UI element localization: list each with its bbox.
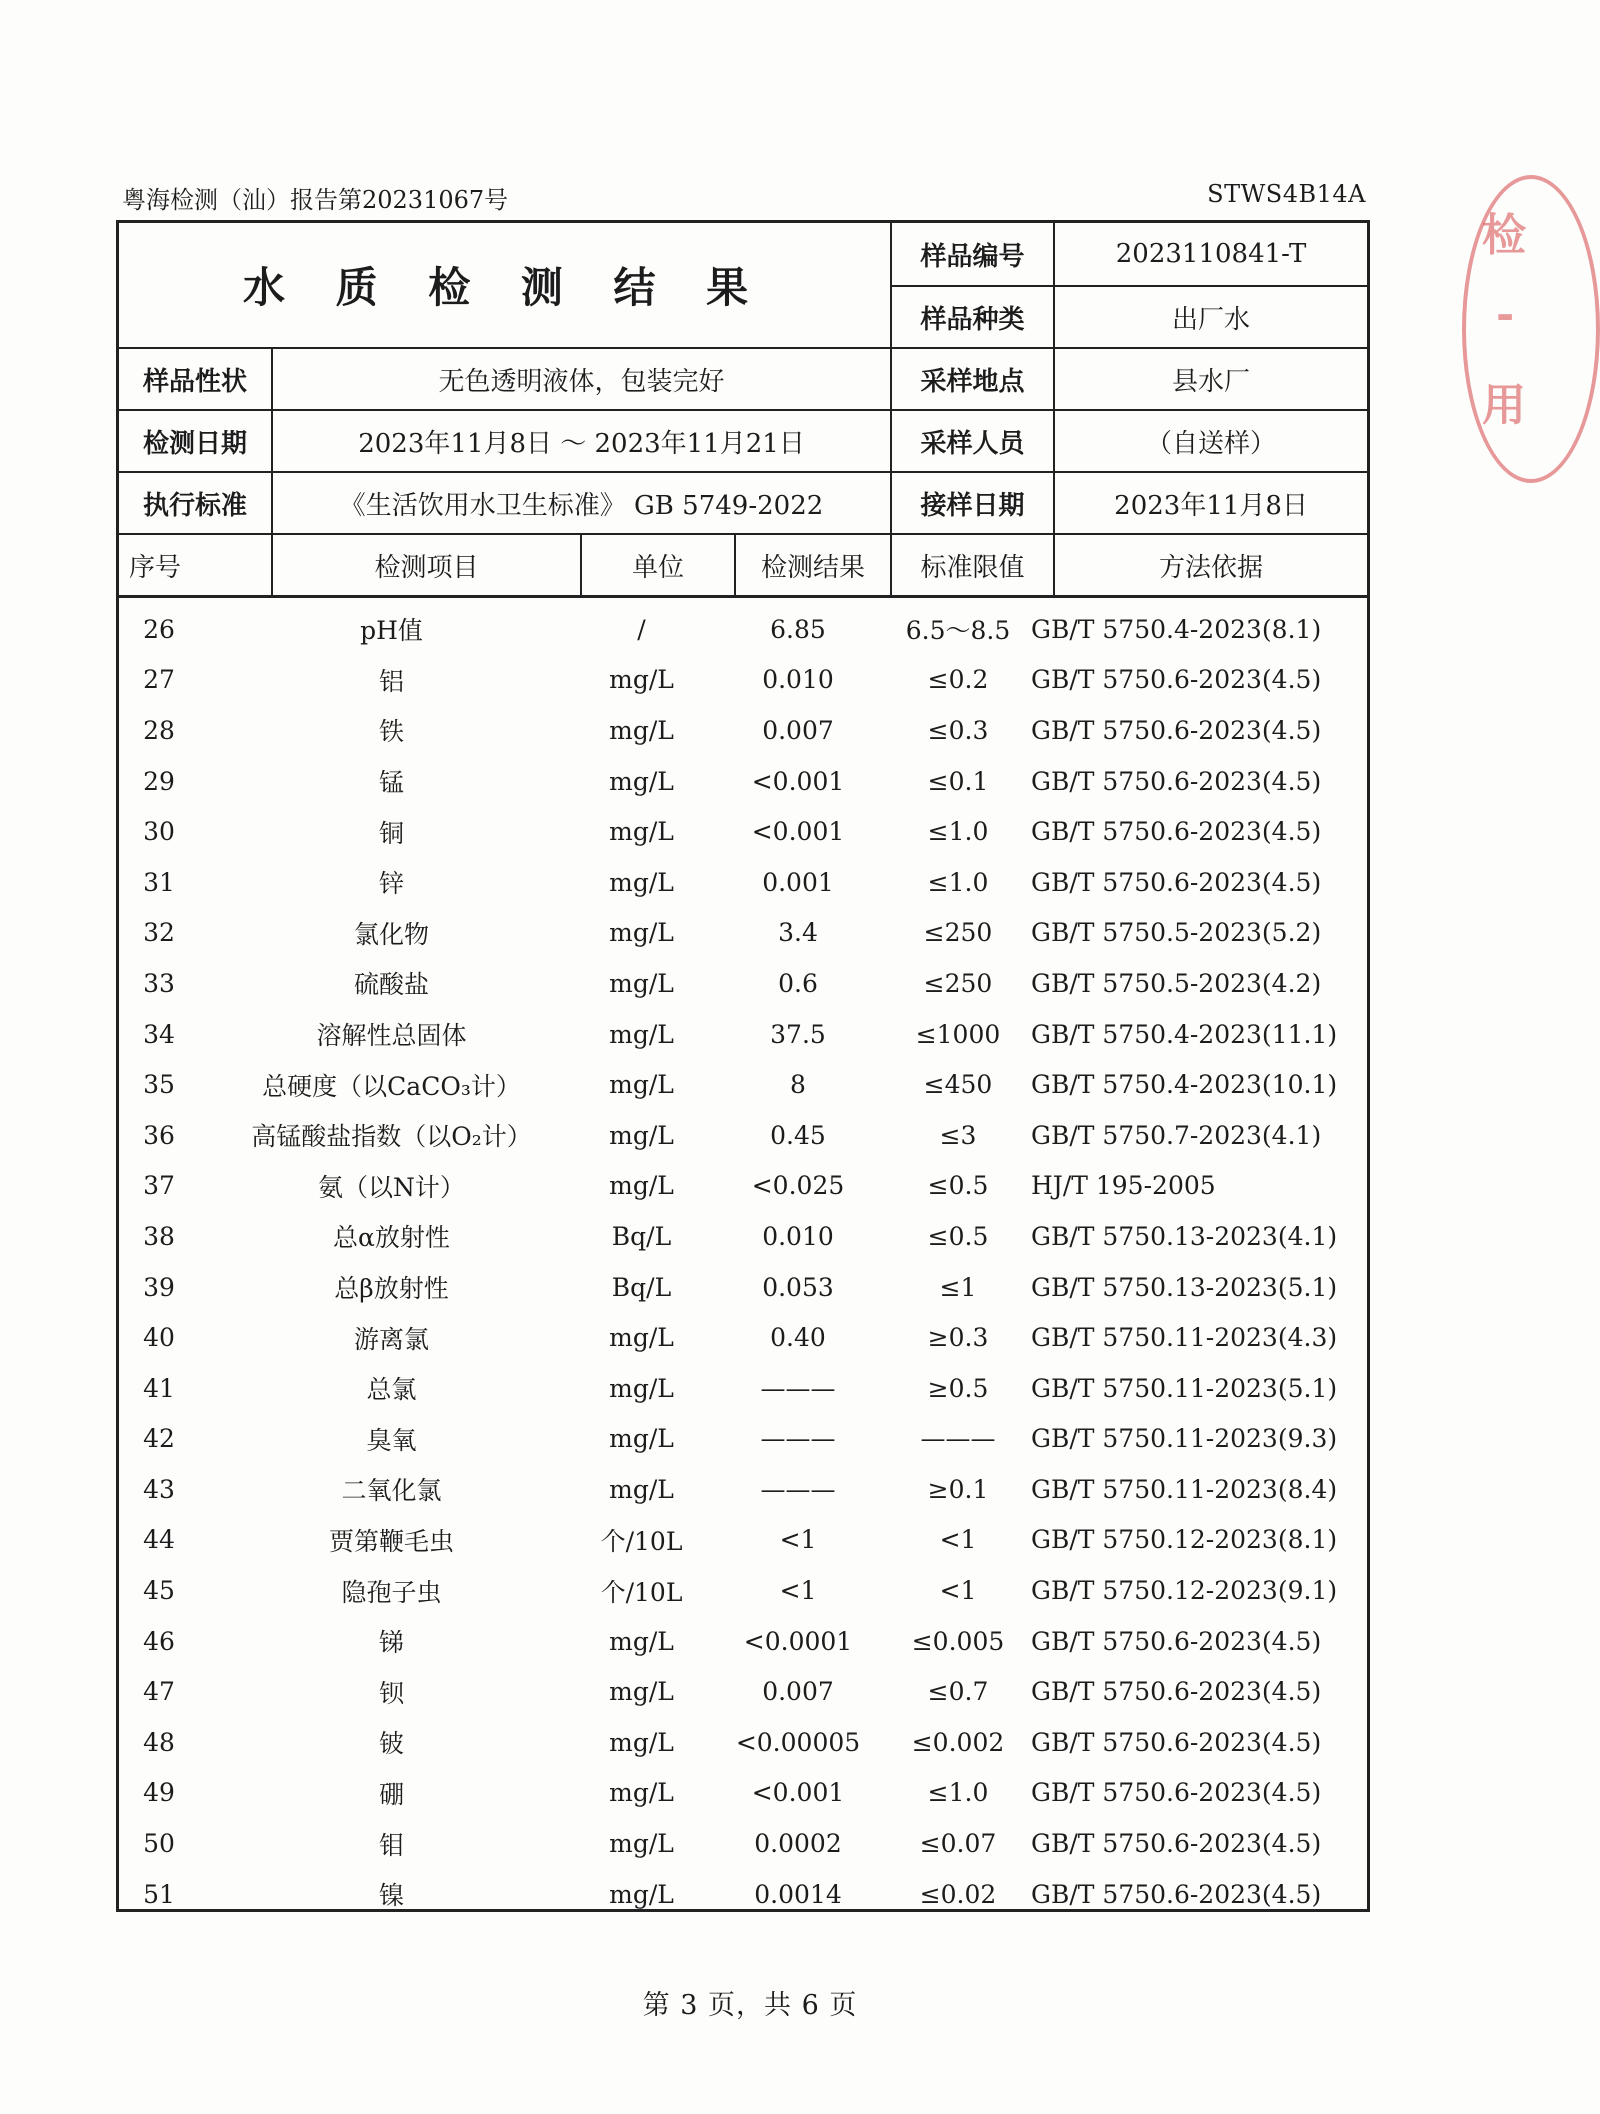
row-limit: ≥0.1 — [927, 1474, 989, 1504]
row-no: 51 — [143, 1879, 175, 1909]
table-row — [119, 806, 1367, 857]
row-no: 46 — [143, 1626, 175, 1656]
row-method: GB/T 5750.4-2023(11.1) — [1031, 1019, 1338, 1049]
table-row — [119, 1717, 1367, 1768]
row-no: 48 — [143, 1727, 175, 1757]
row-result: <0.001 — [751, 817, 845, 847]
row-item: 高锰酸盐指数（以O₂计） — [251, 1122, 532, 1152]
table-row — [119, 1009, 1367, 1060]
row-no: 44 — [143, 1525, 175, 1555]
row-no: 42 — [143, 1424, 175, 1454]
row-unit: 个/10L — [600, 1526, 683, 1556]
row-result: 0.45 — [770, 1120, 826, 1150]
table-row — [119, 1363, 1367, 1414]
row-method: GB/T 5750.11-2023(9.3) — [1031, 1424, 1338, 1454]
row-result: 0.6 — [778, 968, 818, 998]
row-limit: <1 — [939, 1525, 977, 1555]
table-row — [119, 1869, 1367, 1920]
table-row — [119, 1262, 1367, 1313]
row-limit: ≤0.3 — [927, 715, 989, 745]
row-method: GB/T 5750.13-2023(5.1) — [1031, 1272, 1338, 1302]
row-method: GB/T 5750.6-2023(4.5) — [1031, 1626, 1322, 1656]
row-item: 铜 — [378, 818, 404, 848]
row-unit: mg/L — [609, 867, 674, 897]
row-item: 氨（以N计） — [318, 1172, 465, 1202]
sampling-site-label: 采样地点 — [891, 348, 1054, 410]
row-method: GB/T 5750.6-2023(4.5) — [1031, 1829, 1322, 1859]
row-item: 硫酸盐 — [353, 970, 429, 1000]
row-item: 游离氯 — [353, 1324, 429, 1354]
row-no: 26 — [143, 614, 175, 644]
row-method: GB/T 5750.6-2023(4.5) — [1031, 817, 1322, 847]
row-unit: mg/L — [609, 1373, 674, 1403]
row-no: 29 — [143, 766, 175, 796]
results-table — [119, 598, 1367, 1919]
row-item: 贾第鞭毛虫 — [328, 1526, 454, 1556]
info-table — [119, 223, 1367, 598]
row-unit: mg/L — [609, 1171, 674, 1201]
row-no: 31 — [143, 867, 175, 897]
row-item: 铁 — [378, 717, 404, 747]
column-header-no: 序号 — [119, 534, 272, 597]
table-row — [119, 1666, 1367, 1717]
row-unit: mg/L — [609, 1424, 674, 1454]
row-no: 50 — [143, 1829, 175, 1859]
row-method: GB/T 5750.6-2023(4.5) — [1031, 1778, 1322, 1808]
row-result: 0.010 — [762, 665, 834, 695]
sampler-label: 采样人员 — [891, 410, 1054, 472]
table-row — [119, 598, 1367, 655]
row-result: 0.007 — [762, 1677, 834, 1707]
row-item: 锌 — [378, 869, 404, 899]
row-item: pH值 — [360, 616, 423, 646]
row-no: 41 — [143, 1373, 175, 1403]
row-result: <0.001 — [751, 1778, 845, 1808]
table-row — [119, 705, 1367, 756]
table-row — [119, 958, 1367, 1009]
table-row — [119, 655, 1367, 706]
row-item: 钡 — [378, 1678, 404, 1708]
row-method: GB/T 5750.4-2023(10.1) — [1031, 1070, 1338, 1100]
row-method: GB/T 5750.11-2023(4.3) — [1031, 1323, 1338, 1353]
column-header-row — [119, 534, 1367, 597]
row-limit: ≥0.3 — [927, 1323, 989, 1353]
row-item: 铍 — [378, 1729, 404, 1759]
row-unit: mg/L — [609, 968, 674, 998]
receive-date-label: 接样日期 — [891, 472, 1054, 534]
row-no: 27 — [143, 665, 175, 695]
row-limit: ≤1 — [939, 1272, 977, 1302]
table-row — [119, 1768, 1367, 1819]
row-unit: Bq/L — [611, 1272, 672, 1302]
sample-state-label: 样品性状 — [119, 348, 272, 410]
row-unit: mg/L — [609, 1070, 674, 1100]
row-limit: <1 — [939, 1576, 977, 1606]
stamp-fragment: - — [1496, 289, 1515, 340]
row-method: GB/T 5750.11-2023(5.1) — [1031, 1373, 1338, 1403]
row-limit: ≤0.2 — [927, 665, 989, 695]
row-no: 37 — [143, 1171, 175, 1201]
row-item: 总β放射性 — [334, 1274, 449, 1304]
row-unit: mg/L — [609, 1019, 674, 1049]
row-item: 铝 — [378, 666, 404, 696]
row-item: 锰 — [378, 768, 404, 798]
row-item: 二氧化氯 — [341, 1476, 442, 1506]
sampling-site-value: 县水厂 — [1054, 348, 1367, 410]
row-limit: ≥0.5 — [927, 1373, 989, 1403]
row-limit: 6.5～8.5 — [905, 616, 1011, 646]
row-limit: ≤0.1 — [927, 766, 989, 796]
table-row — [119, 1312, 1367, 1363]
row-no: 39 — [143, 1272, 175, 1302]
row-result: <0.001 — [751, 766, 845, 796]
row-item: 硼 — [378, 1779, 404, 1809]
result-table-frame — [116, 220, 1370, 1912]
row-result: 0.40 — [770, 1323, 826, 1353]
row-limit: ≤0.07 — [919, 1829, 997, 1859]
column-header-unit: 单位 — [581, 534, 735, 597]
row-method: GB/T 5750.5-2023(5.2) — [1031, 918, 1322, 948]
row-no: 28 — [143, 715, 175, 745]
standard-value: 《生活饮用水卫生标准》 GB 5749-2022 — [272, 472, 891, 534]
row-no: 32 — [143, 918, 175, 948]
row-unit: mg/L — [609, 1323, 674, 1353]
row-limit: ≤3 — [939, 1120, 977, 1150]
sample-no-value: 2023110841-T — [1054, 223, 1367, 286]
row-limit: ≤0.02 — [919, 1879, 997, 1909]
row-item: 臭氧 — [366, 1425, 417, 1455]
row-limit: ≤1.0 — [927, 817, 989, 847]
row-no: 40 — [143, 1323, 175, 1353]
row-result: 0.007 — [762, 715, 834, 745]
sampler-value: （自送样） — [1054, 410, 1367, 472]
page-footer: 第 3 页，共 6 页 — [642, 1990, 858, 2021]
standard-label: 执行标准 — [119, 472, 272, 534]
table-row — [119, 1059, 1367, 1110]
row-method: GB/T 5750.4-2023(8.1) — [1031, 614, 1322, 644]
row-no: 36 — [143, 1120, 175, 1150]
row-unit: Bq/L — [611, 1221, 672, 1251]
row-method: GB/T 5750.13-2023(4.1) — [1031, 1221, 1338, 1251]
row-limit: ≤450 — [923, 1070, 993, 1100]
row-no: 43 — [143, 1474, 175, 1504]
table-row — [119, 1110, 1367, 1161]
row-method: HJ/T 195-2005 — [1031, 1171, 1216, 1201]
table-row — [119, 1565, 1367, 1616]
stamp-fragment: 用 — [1482, 380, 1526, 431]
row-result: <1 — [779, 1576, 817, 1606]
row-limit: ≤0.5 — [927, 1171, 989, 1201]
row-unit: / — [637, 614, 646, 644]
table-row — [119, 908, 1367, 959]
row-result: <1 — [779, 1525, 817, 1555]
row-result: <0.025 — [751, 1171, 845, 1201]
row-result: ——— — [760, 1474, 836, 1504]
report-title: 水 质 检 测 结 果 — [119, 223, 891, 348]
row-method: GB/T 5750.7-2023(4.1) — [1031, 1120, 1322, 1150]
sample-no-label: 样品编号 — [891, 223, 1054, 286]
test-date-value: 2023年11月8日 ～ 2023年11月21日 — [272, 410, 891, 472]
row-method: GB/T 5750.6-2023(4.5) — [1031, 867, 1322, 897]
row-item: 总硬度（以CaCO₃计） — [262, 1071, 521, 1101]
row-unit: mg/L — [609, 1474, 674, 1504]
row-result: 6.85 — [770, 614, 826, 644]
row-no: 34 — [143, 1019, 175, 1049]
row-unit: mg/L — [609, 1829, 674, 1859]
row-unit: mg/L — [609, 1727, 674, 1757]
table-row — [119, 1616, 1367, 1667]
row-no: 33 — [143, 968, 175, 998]
sample-state-value: 无色透明液体，包装完好 — [272, 348, 891, 410]
results-body — [119, 598, 1367, 1919]
row-unit: mg/L — [609, 1677, 674, 1707]
column-header-limit: 标准限值 — [891, 534, 1054, 597]
row-limit: ≤250 — [923, 918, 993, 948]
column-header-method: 方法依据 — [1054, 534, 1367, 597]
table-row — [119, 756, 1367, 807]
row-unit: mg/L — [609, 1778, 674, 1808]
row-result: 0.053 — [762, 1272, 834, 1302]
row-unit: mg/L — [609, 1626, 674, 1656]
row-item: 总α放射性 — [333, 1223, 450, 1253]
row-unit: mg/L — [609, 817, 674, 847]
row-limit: ≤1.0 — [927, 1778, 989, 1808]
sample-type-label: 样品种类 — [891, 286, 1054, 348]
row-limit: ——— — [920, 1424, 996, 1454]
row-limit: ≤1.0 — [927, 867, 989, 897]
seal-stamp-icon — [1462, 175, 1600, 483]
row-result: <0.0001 — [743, 1626, 853, 1656]
column-header-item: 检测项目 — [272, 534, 581, 597]
row-item: 隐孢子虫 — [341, 1577, 442, 1607]
row-result: ——— — [760, 1424, 836, 1454]
row-method: GB/T 5750.6-2023(4.5) — [1031, 665, 1322, 695]
row-method: GB/T 5750.5-2023(4.2) — [1031, 968, 1322, 998]
stamp-fragment: 检 — [1482, 210, 1526, 261]
row-no: 30 — [143, 817, 175, 847]
row-item: 总氯 — [366, 1375, 417, 1405]
table-row — [119, 857, 1367, 908]
row-limit: ≤0.5 — [927, 1221, 989, 1251]
row-item: 镍 — [378, 1881, 404, 1911]
table-row — [119, 1161, 1367, 1212]
row-limit: ≤0.005 — [911, 1626, 1005, 1656]
receive-date-value: 2023年11月8日 — [1054, 472, 1367, 534]
table-row — [119, 1414, 1367, 1465]
row-limit: ≤0.002 — [911, 1727, 1005, 1757]
test-date-label: 检测日期 — [119, 410, 272, 472]
row-item: 氯化物 — [353, 919, 429, 949]
row-no: 45 — [143, 1576, 175, 1606]
table-row — [119, 1211, 1367, 1262]
sample-type-value: 出厂水 — [1054, 286, 1367, 348]
row-result: 0.0002 — [754, 1829, 842, 1859]
row-result: <0.00005 — [735, 1727, 861, 1757]
row-limit: ≤0.7 — [927, 1677, 989, 1707]
row-no: 38 — [143, 1221, 175, 1251]
row-method: GB/T 5750.6-2023(4.5) — [1031, 1879, 1322, 1909]
table-row — [119, 1818, 1367, 1869]
row-result: 3.4 — [778, 918, 818, 948]
row-method: GB/T 5750.6-2023(4.5) — [1031, 715, 1322, 745]
row-unit: mg/L — [609, 1879, 674, 1909]
row-unit: mg/L — [609, 715, 674, 745]
row-no: 47 — [143, 1677, 175, 1707]
row-result: 37.5 — [770, 1019, 826, 1049]
row-limit: ≤250 — [923, 968, 993, 998]
row-method: GB/T 5750.6-2023(4.5) — [1031, 1727, 1322, 1757]
row-unit: mg/L — [609, 766, 674, 796]
row-result: 8 — [790, 1070, 806, 1100]
table-row — [119, 1464, 1367, 1515]
row-method: GB/T 5750.6-2023(4.5) — [1031, 766, 1322, 796]
row-item: 溶解性总固体 — [316, 1021, 467, 1051]
row-limit: ≤1000 — [915, 1019, 1001, 1049]
row-result: 0.010 — [762, 1221, 834, 1251]
row-no: 49 — [143, 1778, 175, 1808]
row-result: 0.0014 — [754, 1879, 842, 1909]
row-result: ——— — [760, 1373, 836, 1403]
row-unit: 个/10L — [600, 1577, 683, 1607]
report-number: 粤海检测（汕）报告第20231067号 — [122, 186, 509, 214]
row-method: GB/T 5750.6-2023(4.5) — [1031, 1677, 1322, 1707]
row-method: GB/T 5750.12-2023(9.1) — [1031, 1576, 1338, 1606]
row-unit: mg/L — [609, 1120, 674, 1150]
row-unit: mg/L — [609, 665, 674, 695]
column-header-result: 检测结果 — [735, 534, 891, 597]
report-code: STWS4B14A — [1207, 180, 1366, 208]
row-result: 0.001 — [762, 867, 834, 897]
row-unit: mg/L — [609, 918, 674, 948]
row-method: GB/T 5750.12-2023(8.1) — [1031, 1525, 1338, 1555]
row-method: GB/T 5750.11-2023(8.4) — [1031, 1474, 1338, 1504]
row-item: 锑 — [378, 1628, 404, 1658]
row-no: 35 — [143, 1070, 175, 1100]
row-item: 钼 — [378, 1830, 404, 1860]
table-row — [119, 1515, 1367, 1566]
